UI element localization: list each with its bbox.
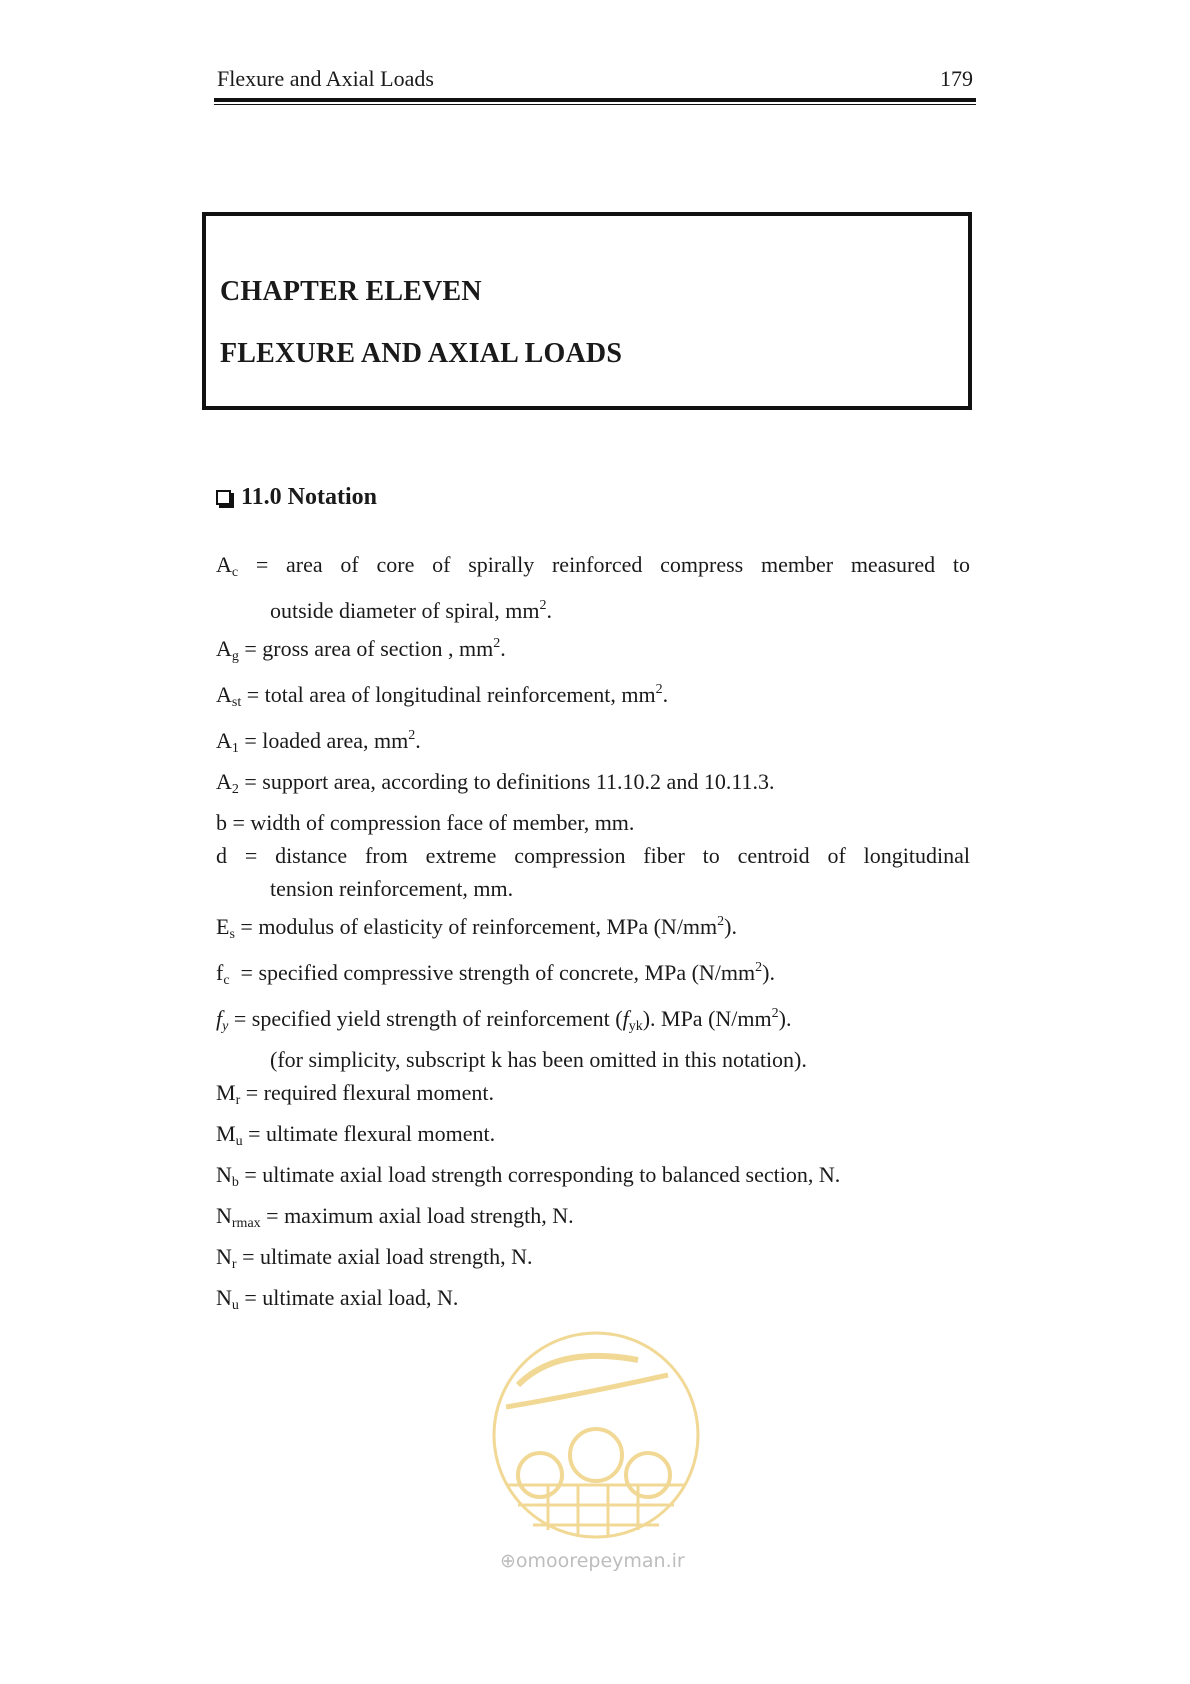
header-rule-thick — [214, 98, 976, 102]
notation-entry-d: d = distance from extreme compression fiber to centroid of longitudinal — [216, 843, 970, 868]
notation-entry-es: $E_s$ = modulus of elasticity of reinforcement, MPa $(N/mm^2)$. — [216, 914, 737, 942]
notation-entry-nrmax: $N_{rmax}$ = maximum axial load strength, N. — [216, 1203, 574, 1231]
section-heading-text: 11.0 Notation — [241, 484, 378, 510]
running-header-title: Flexure and Axial Loads — [217, 66, 434, 91]
notation-list — [216, 548, 970, 1322]
notation-entry-ast: $A_{st}$ = total area of longitudinal reinforcement, $mm^2$. — [216, 682, 669, 710]
notation-entry-nb: $N_b$ = ultimate axial load strength corresponding to balanced section, N. — [216, 1162, 841, 1190]
globe-icon: ⊕ — [500, 1550, 516, 1572]
notation-entry-ac: $A_c$ = area of core of spirally reinforced compress member measured to — [216, 552, 970, 580]
checkbox-icon — [216, 490, 231, 505]
chapter-title-box — [202, 212, 972, 410]
notation-entry-nu: $N_u$ = ultimate axial load, N. — [216, 1285, 459, 1313]
header-rule-thin — [214, 104, 976, 105]
running-header — [216, 64, 975, 94]
notation-entry-a1: $A_1$ = loaded area, $mm^2$. — [216, 728, 421, 756]
notation-entry-fc: $f_c$ = specified compressive strength of concrete, MPa $(N/mm^2)$. — [216, 960, 775, 988]
chapter-number: CHAPTER ELEVEN — [220, 276, 482, 307]
notation-entry-fy-continued: (for simplicity, subscript k has been omitted in this notation). — [270, 1047, 807, 1072]
notation-entry-fy: $f_y$ = specified yield strength of reinforcement $(f_{yk})$. MPa $(N/mm^2)$. — [216, 1006, 792, 1034]
notation-entry-mu: $M_u$ = ultimate flexural moment. — [216, 1121, 496, 1149]
chapter-title: FLEXURE AND AXIAL LOADS — [220, 338, 623, 369]
section-heading — [216, 484, 377, 511]
notation-entry-nr: $N_r$ = ultimate axial load strength, N. — [216, 1244, 533, 1272]
notation-entry-ag: $A_g$ = gross area of section , $mm^2$. — [216, 636, 506, 664]
notation-entry-mr: $M_r$ = required flexural moment. — [216, 1080, 494, 1108]
watermark-url: ⊕omoorepeyman.ir — [500, 1550, 685, 1572]
watermark-logo-icon — [488, 1325, 704, 1585]
page-number: 179 — [940, 66, 973, 91]
notation-entry-ac-continued: outside diameter of spiral, $mm^2$. — [270, 598, 552, 623]
notation-entry-b: b = width of compression face of member, mm. — [216, 810, 635, 835]
notation-entry-d-continued: tension reinforcement, mm. — [270, 876, 514, 901]
notation-entry-a2: $A_2$ = support area, according to definitions 11.10.2 and 10.11.3. — [216, 769, 775, 797]
